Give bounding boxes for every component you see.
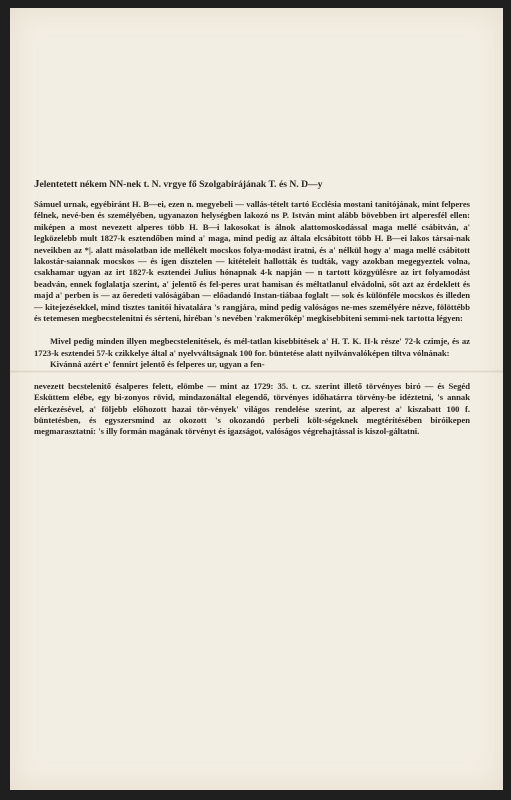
document-body xyxy=(34,178,470,438)
document-page xyxy=(10,8,503,790)
paragraph-2: Mivel pedig minden illyen megbecstelenitések, és mél-tatlan kisebbitések a' H. T. K. II-k része' 72-k czimje, és az 1723-k esztendei 57-k czikkelye által a' nyelvváltságnak 100 for. büntetése alatt nyilvánvalóképen tiltva vólnának: xyxy=(34,336,470,358)
opening-line xyxy=(34,178,470,191)
paragraph-4: nevezett becstelenitő ésalperes felett, elömbe — mint az 1729: 35. t. cz. szerint illető törvényes biró — és Segéd Esküttem elébe, egy bi-zonyos rövid, mindazonáltal elegendő, törvényes időhatárra törvény-be idéztetni, 's annak elérkezésével, a' följebb előhozott hazai tör-vények' világos rendelése szerint, az alperest a' kiszabatt 100 f. büntetésben, és egyszersmind az okozott 's okozandó perbeli költ-ségeknek megtérítésében biróikepen megmarasztatni: 's illy formán magának törvényt és igazságot, valóságos végrehajtással is kiszol-gáltatni. xyxy=(34,380,470,437)
opening-line-text: elentetett nékem NN-nek t. N. vrgye fő Szolgabirájának T. és N. D—y xyxy=(39,179,323,190)
paragraph-1: Sámuel urnak, egyébiránt H. B—ei, ezen n. megyebeli — vallás-tételt tartó Ecclésia mostani tanitójának, mint felperes félnek, nevé-ben és személyében, ugyanazon helységben lakozó ns P. István mint alább bövebben irt alperesfél ellen: miképen a most nevezett alperes több H. B—i lakosokat is álnok alattomoskodással maga mellé csábitván, a' legközelebb mult 1827-k esztendőben mind a' maga, mind pedig az általa elcsábitott több H. B—ei lakos társai-nak neveikben az *|. alatt másolatban ide mellékelt mocskos folya-modást iratni, és a' nélkül hogy a' maga mellé csábitott lakostár-saiannak mocskos — és igen dísztelen — kitételeit hallották és tudták, vagy azokban megegyeztek volna, csakhamar ugyan az irt 1827-k esztendei Julius hónapnak 4-k napján — n tartott közgyülésre az irt folyamodást beadván, ennek foglalatja szerint, a' jelentő és fel-peres urat hamisan és méltatlanul elvádolni, sőt azt az érdeklett és majd a' perben is — az őeredeti valóságában — előadandó Instan-tiábaa foglalt — sok és különféle mocskos és illeden — kitejezésekkel, mind tisztes tanitói hivatalára 's rangjára, mind pedig valóságos ne-mes személyére nézve, fölöttébb és tetemesen megbecstelenitni és sérteni, hiréban 's nevében 'rakmerőkép' megkisebbiteni semmi-nek tartotta légyen: xyxy=(34,199,470,324)
opening-initial: J xyxy=(34,178,40,190)
paragraph-3: Kivánná azért e' fennirt jelentő és felperes ur, ugyan a fen- xyxy=(50,359,265,370)
